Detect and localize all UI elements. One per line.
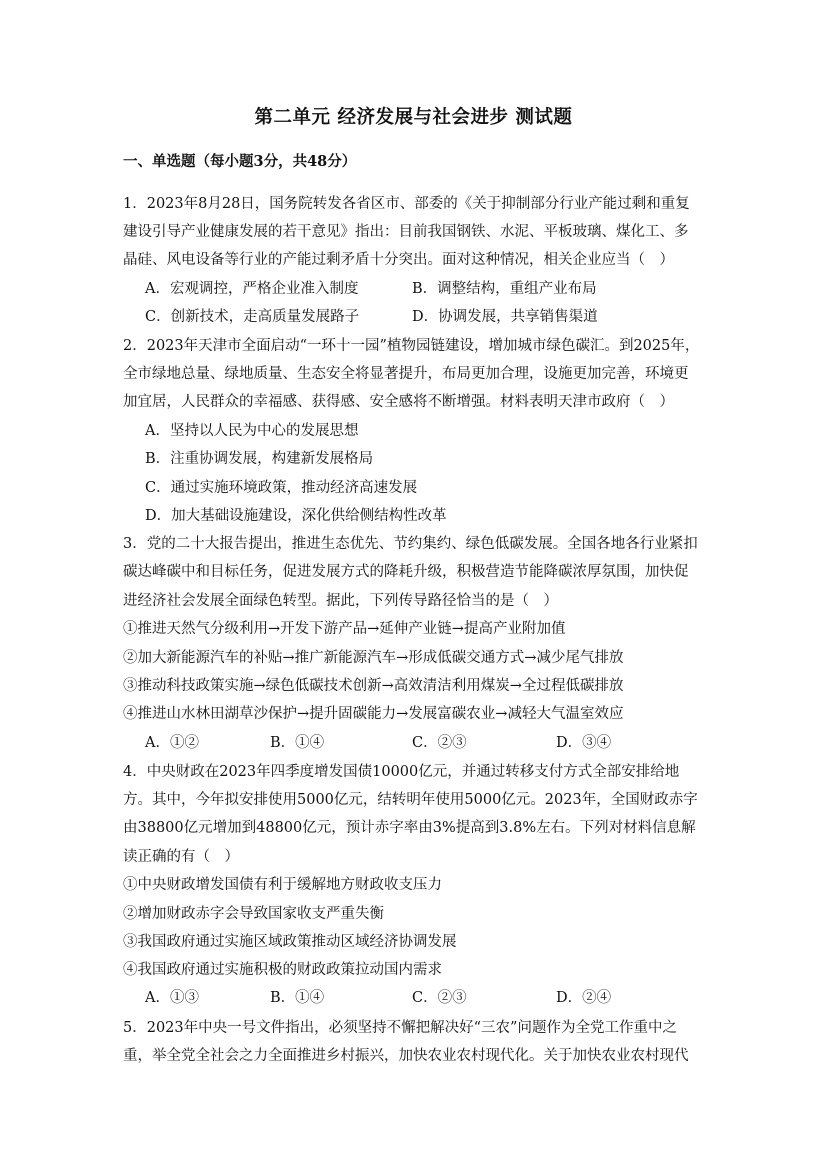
question-3-option-c: C．②③	[412, 735, 467, 751]
question-4-item: ①中央财政增发国债有利于缓解地方财政收支压力	[123, 877, 442, 893]
question-4-option-c: C．②③	[412, 990, 467, 1006]
question-2-text: 2．2023年天津市全面启动“一环十一园”植物园链建设，增加城市绿色碳汇。到2025年，	[123, 338, 700, 354]
question-3-item: ④推进山水林田湖草沙保护→提升固碳能力→发展富碳农业→减轻大气温室效应	[123, 706, 624, 722]
question-2-text: 加宜居，人民群众的幸福感、获得感、安全感将不断增强。材料表明天津市政府（ ）	[123, 394, 674, 410]
question-4-text: 方。其中，今年拟安排使用5000亿元，结转明年使用5000亿元。2023年，全国财政赤字	[123, 792, 698, 808]
question-4-item: ③我国政府通过实施区域政策推动区域经济协调发展	[123, 934, 457, 950]
question-4-item: ②增加财政赤字会导致国家收支严重失衡	[123, 906, 384, 922]
question-3-item: ②加大新能源汽车的补贴→推广新能源汽车→形成低碳交通方式→减少尾气排放	[123, 650, 624, 666]
question-4-option-a: A．①③	[145, 990, 199, 1006]
question-3-item: ③推动科技政策实施→绿色低碳技术创新→高效清洁利用煤炭→全过程低碳排放	[123, 678, 624, 694]
question-4-item: ④我国政府通过实施积极的财政政策拉动国内需求	[123, 962, 442, 978]
question-5-text: 重，举全党全社会之力全面推进乡村振兴，加快农业农村现代化。关于加快农业农村现代	[123, 1048, 689, 1064]
page-title: 第二单元 经济发展与社会进步 测试题	[254, 107, 573, 128]
question-4-option-d: D．②④	[556, 990, 612, 1006]
question-2-text: 全市绿地总量、绿地质量、生态安全将显著提升，布局更加合理，设施更加完善，环境更	[123, 366, 689, 382]
question-1-option-a: A．宏观调控，严格企业准入制度	[145, 281, 359, 297]
question-2-option-a: A．坚持以人民为中心的发展思想	[145, 423, 359, 439]
question-4-text: 读正确的有（ ）	[123, 849, 239, 865]
question-4-text: 4．中央财政在2023年四季度增发国债10000亿元，并通过转移支付方式全部安排给地	[123, 764, 680, 780]
question-1-text: 建设引导产业健康发展的若干意见》指出：目前我国钢铁、水泥、平板玻璃、煤化工、多	[123, 224, 689, 240]
question-2-option-d: D．加大基础设施建设，深化供给侧结构性改革	[145, 508, 447, 524]
question-4-option-b: B．①④	[270, 990, 325, 1006]
question-3-option-b: B．①④	[270, 735, 325, 751]
question-2-option-b: B．注重协调发展，构建新发展格局	[145, 451, 374, 467]
question-3-option-d: D．③④	[556, 735, 612, 751]
question-5-text: 5．2023年中央一号文件指出，必须坚持不懈把解决好“三农”问题作为全党工作重中之	[123, 1020, 677, 1036]
question-3-text: 碳达峰碳中和目标任务，促进发展方式的降耗升级，积极营造节能降碳浓厚氛围，加快促	[123, 564, 689, 580]
question-1-text: 晶硅、风电设备等行业的产能过剩矛盾十分突出。面对这种情况，相关企业应当（ ）	[123, 252, 674, 268]
question-4-text: 由38800亿元增加到48800亿元，预计赤字率由3%提高到3.8%左右。下列对材料信息解	[123, 820, 696, 836]
question-1-option-b: B．调整结构，重组产业布局	[412, 281, 597, 297]
question-3-item: ①推进天然气分级利用→开发下游产品→延伸产业链→提高产业附加值	[123, 621, 566, 637]
question-2-option-c: C．通过实施环境政策，推动经济高速发展	[145, 480, 418, 496]
question-1-option-c: C．创新技术，走高质量发展路子	[145, 309, 360, 325]
question-1-option-d: D．协调发展，共享销售渠道	[412, 309, 598, 325]
question-3-text: 进经济社会发展全面绿色转型。据此，下列传导路径恰当的是（ ）	[123, 593, 558, 609]
question-3-option-a: A．①②	[145, 735, 199, 751]
question-1-text: 1．2023年8月28日，国务院转发各省区市、部委的《关于抑制部分行业产能过剩和重复	[123, 196, 690, 212]
section-heading: 一、单选题（每小题3分，共48分）	[123, 153, 357, 170]
question-3-text: 3．党的二十大报告提出，推进生态优先、节约集约、绿色低碳发展。全国各地各行业紧扣	[123, 536, 698, 552]
